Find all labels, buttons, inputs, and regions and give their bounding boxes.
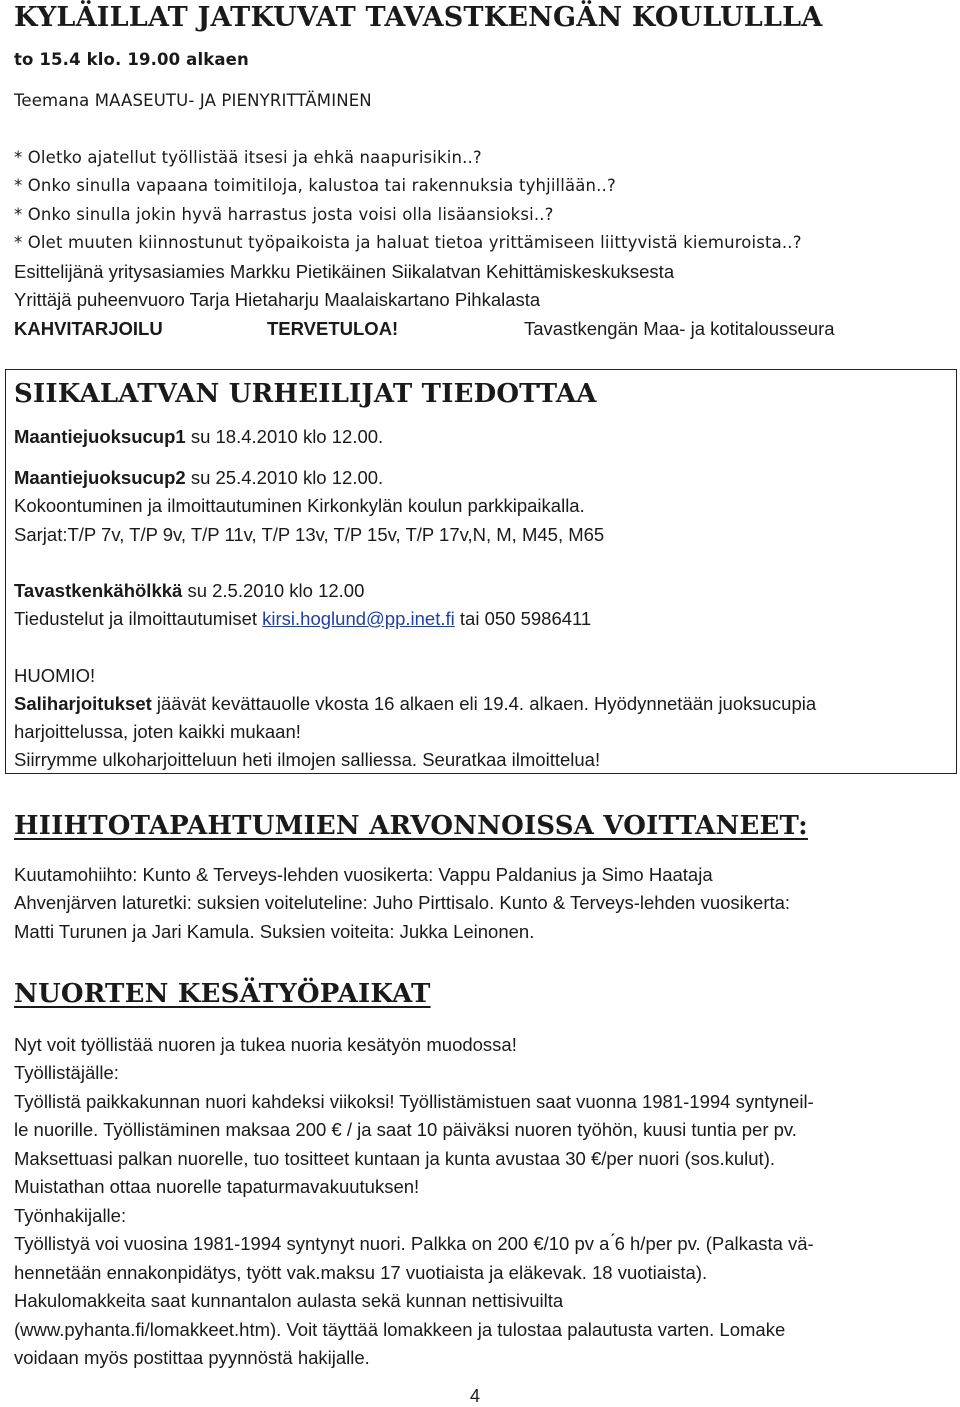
urheilijat-gym [14,692,816,716]
race2-name: Maantiejuoksucup2 [14,467,186,488]
hiihto-line: Matti Turunen ja Jari Kamula. Suksien voiteita: Jukka Leinonen. [14,921,535,942]
kylaillat-title: KYLÄILLAT JATKUVAT TAVASTKENGÄN KOULULLLA [14,2,823,33]
race2 [14,466,383,490]
urheilijat-inquiries [14,607,591,631]
nuorten-line: Muistathan ottaa nuorelle tapaturmavakuutuksen! [14,1176,420,1197]
gym-rest: jäävät kevättauolle vkosta 16 alkaen eli 19.4. alkaen. Hyödynnetään juoksucupia [156,693,817,714]
nuorten-line: (www.pyhanta.fi/lomakkeet.htm). Voit täyttää lomakkeen ja tulostaa palautusta varten. Lomake [14,1319,786,1340]
nuorten-line: Hakulomakkeita saat kunnantalon aulasta sekä kunnan nettisivuilta [14,1290,564,1311]
urheilijat-outdoor: Siirrymme ulkoharjoitteluun heti ilmojen salliessa. Seuratkaa ilmoittelua! [14,749,601,770]
race2-date: su 25.4.2010 klo 12.00. [190,467,384,488]
inquiries-prefix: Tiedustelut ja ilmoittautumiset [14,608,258,629]
kylaillat-presenter: Esittelijänä yritysasiamies Markku Pietikäinen Siikalatvan Kehittämiskeskuksesta [14,261,675,282]
urheilijat-notice: HUOMIO! [14,665,96,686]
inquiries-suffix: tai 050 5986411 [459,608,592,629]
urheilijat-series: Sarjat:T/P 7v, T/P 9v, T/P 11v, T/P 13v, T/P 15v, T/P 17v,N, M, M45, M65 [14,524,605,545]
hiihto-line: Kuutamohiihto: Kunto & Terveys-lehden vuosikerta: Vappu Paldanius ja Simo Haataja [14,864,713,885]
race1-name: Maantiejuoksucup1 [14,426,186,447]
nuorten-line: le nuorille. Työllistäminen maksaa 200 € / ja saat 10 päiväksi nuoren työhön, kuusi tuntia per pv. [14,1119,797,1140]
nuorten-line: Työllistyä voi vuosina 1981-1994 syntynyt nuori. Palkka on 200 €/10 pv a ́6 h/per pv. (Palkasta vä- [14,1233,814,1254]
nuorten-line: voidaan myös postittaa pyynnöstä hakijalle. [14,1347,370,1368]
kylaillat-date: to 15.4 klo. 19.00 alkaen [14,50,249,69]
race1-date: su 18.4.2010 klo 12.00. [190,426,384,447]
race3 [14,579,364,603]
urheilijat-gym-line2: harjoittelussa, joten kaikki mukaan! [14,721,301,742]
kylaillat-welcome: TERVETULOA! [267,318,399,339]
kylaillat-bullet: * Onko sinulla jokin hyvä harrastus josta voisi olla lisäansioksi..? [14,205,554,224]
hiihto-title: HIIHTOTAPAHTUMIEN ARVONNOISSA VOITTANEET: [14,811,808,841]
email-link[interactable]: kirsi.hoglund@pp.inet.fi [262,608,455,629]
gym-bold: Saliharjoitukset [14,693,152,714]
kylaillat-bullet: * Olet muuten kiinnostunut työpaikoista ja haluat tietoa yrittämiseen liittyvistä kiemuroista..? [14,233,802,252]
nuorten-line: hennetään ennakonpidätys, tyött vak.maksu 17 vuotiaista ja eläkevak. 18 vuotiaista). [14,1262,708,1283]
hiihto-line: Ahvenjärven laturetki: suksien voiteluteline: Juho Pirttisalo. Kunto & Terveys-lehden vuosikerta: [14,892,791,913]
kylaillat-organizer: Tavastkengän Maa- ja kotitalousseura [524,318,835,339]
page-number: 4 [470,1386,481,1406]
urheilijat-title: SIIKALATVAN URHEILIJAT TIEDOTTAA [14,379,597,409]
race3-name: Tavastkenkähölkkä [14,580,183,601]
nuorten-line: Maksettuasi palkan nuorelle, tuo tositteet kuntaan ja kunta avustaa 30 €/per nuori (sos.kulut). [14,1148,776,1169]
nuorten-line: Nyt voit työllistää nuoren ja tukea nuoria kesätyön muodossa! [14,1034,517,1055]
kylaillat-theme: Teemana MAASEUTU- JA PIENYRITTÄMINEN [14,91,372,110]
nuorten-title: NUORTEN KESÄTYÖPAIKAT [14,979,431,1009]
kylaillat-speaker: Yrittäjä puheenvuoro Tarja Hietaharju Maalaiskartano Pihkalasta [14,289,541,310]
kylaillat-coffee: KAHVITARJOILU [14,318,163,339]
race1 [14,425,383,449]
kylaillat-bullet: * Oletko ajatellut työllistää itsesi ja ehkä naapurisikin..? [14,148,482,167]
nuorten-line: Työllistä paikkakunnan nuori kahdeksi viikoksi! Työllistämistuen saat vuonna 1981-1994 syntyneil- [14,1091,814,1112]
race3-date: su 2.5.2010 klo 12.00 [187,580,365,601]
kylaillat-bullet: * Onko sinulla vapaana toimitiloja, kalustoa tai rakennuksia tyhjillään..? [14,176,616,195]
urheilijat-gathering: Kokoontuminen ja ilmoittautuminen Kirkonkylän koulun parkkipaikalla. [14,495,585,516]
nuorten-line: Työllistäjälle: [14,1062,119,1083]
nuorten-line: Työnhakijalle: [14,1205,127,1226]
